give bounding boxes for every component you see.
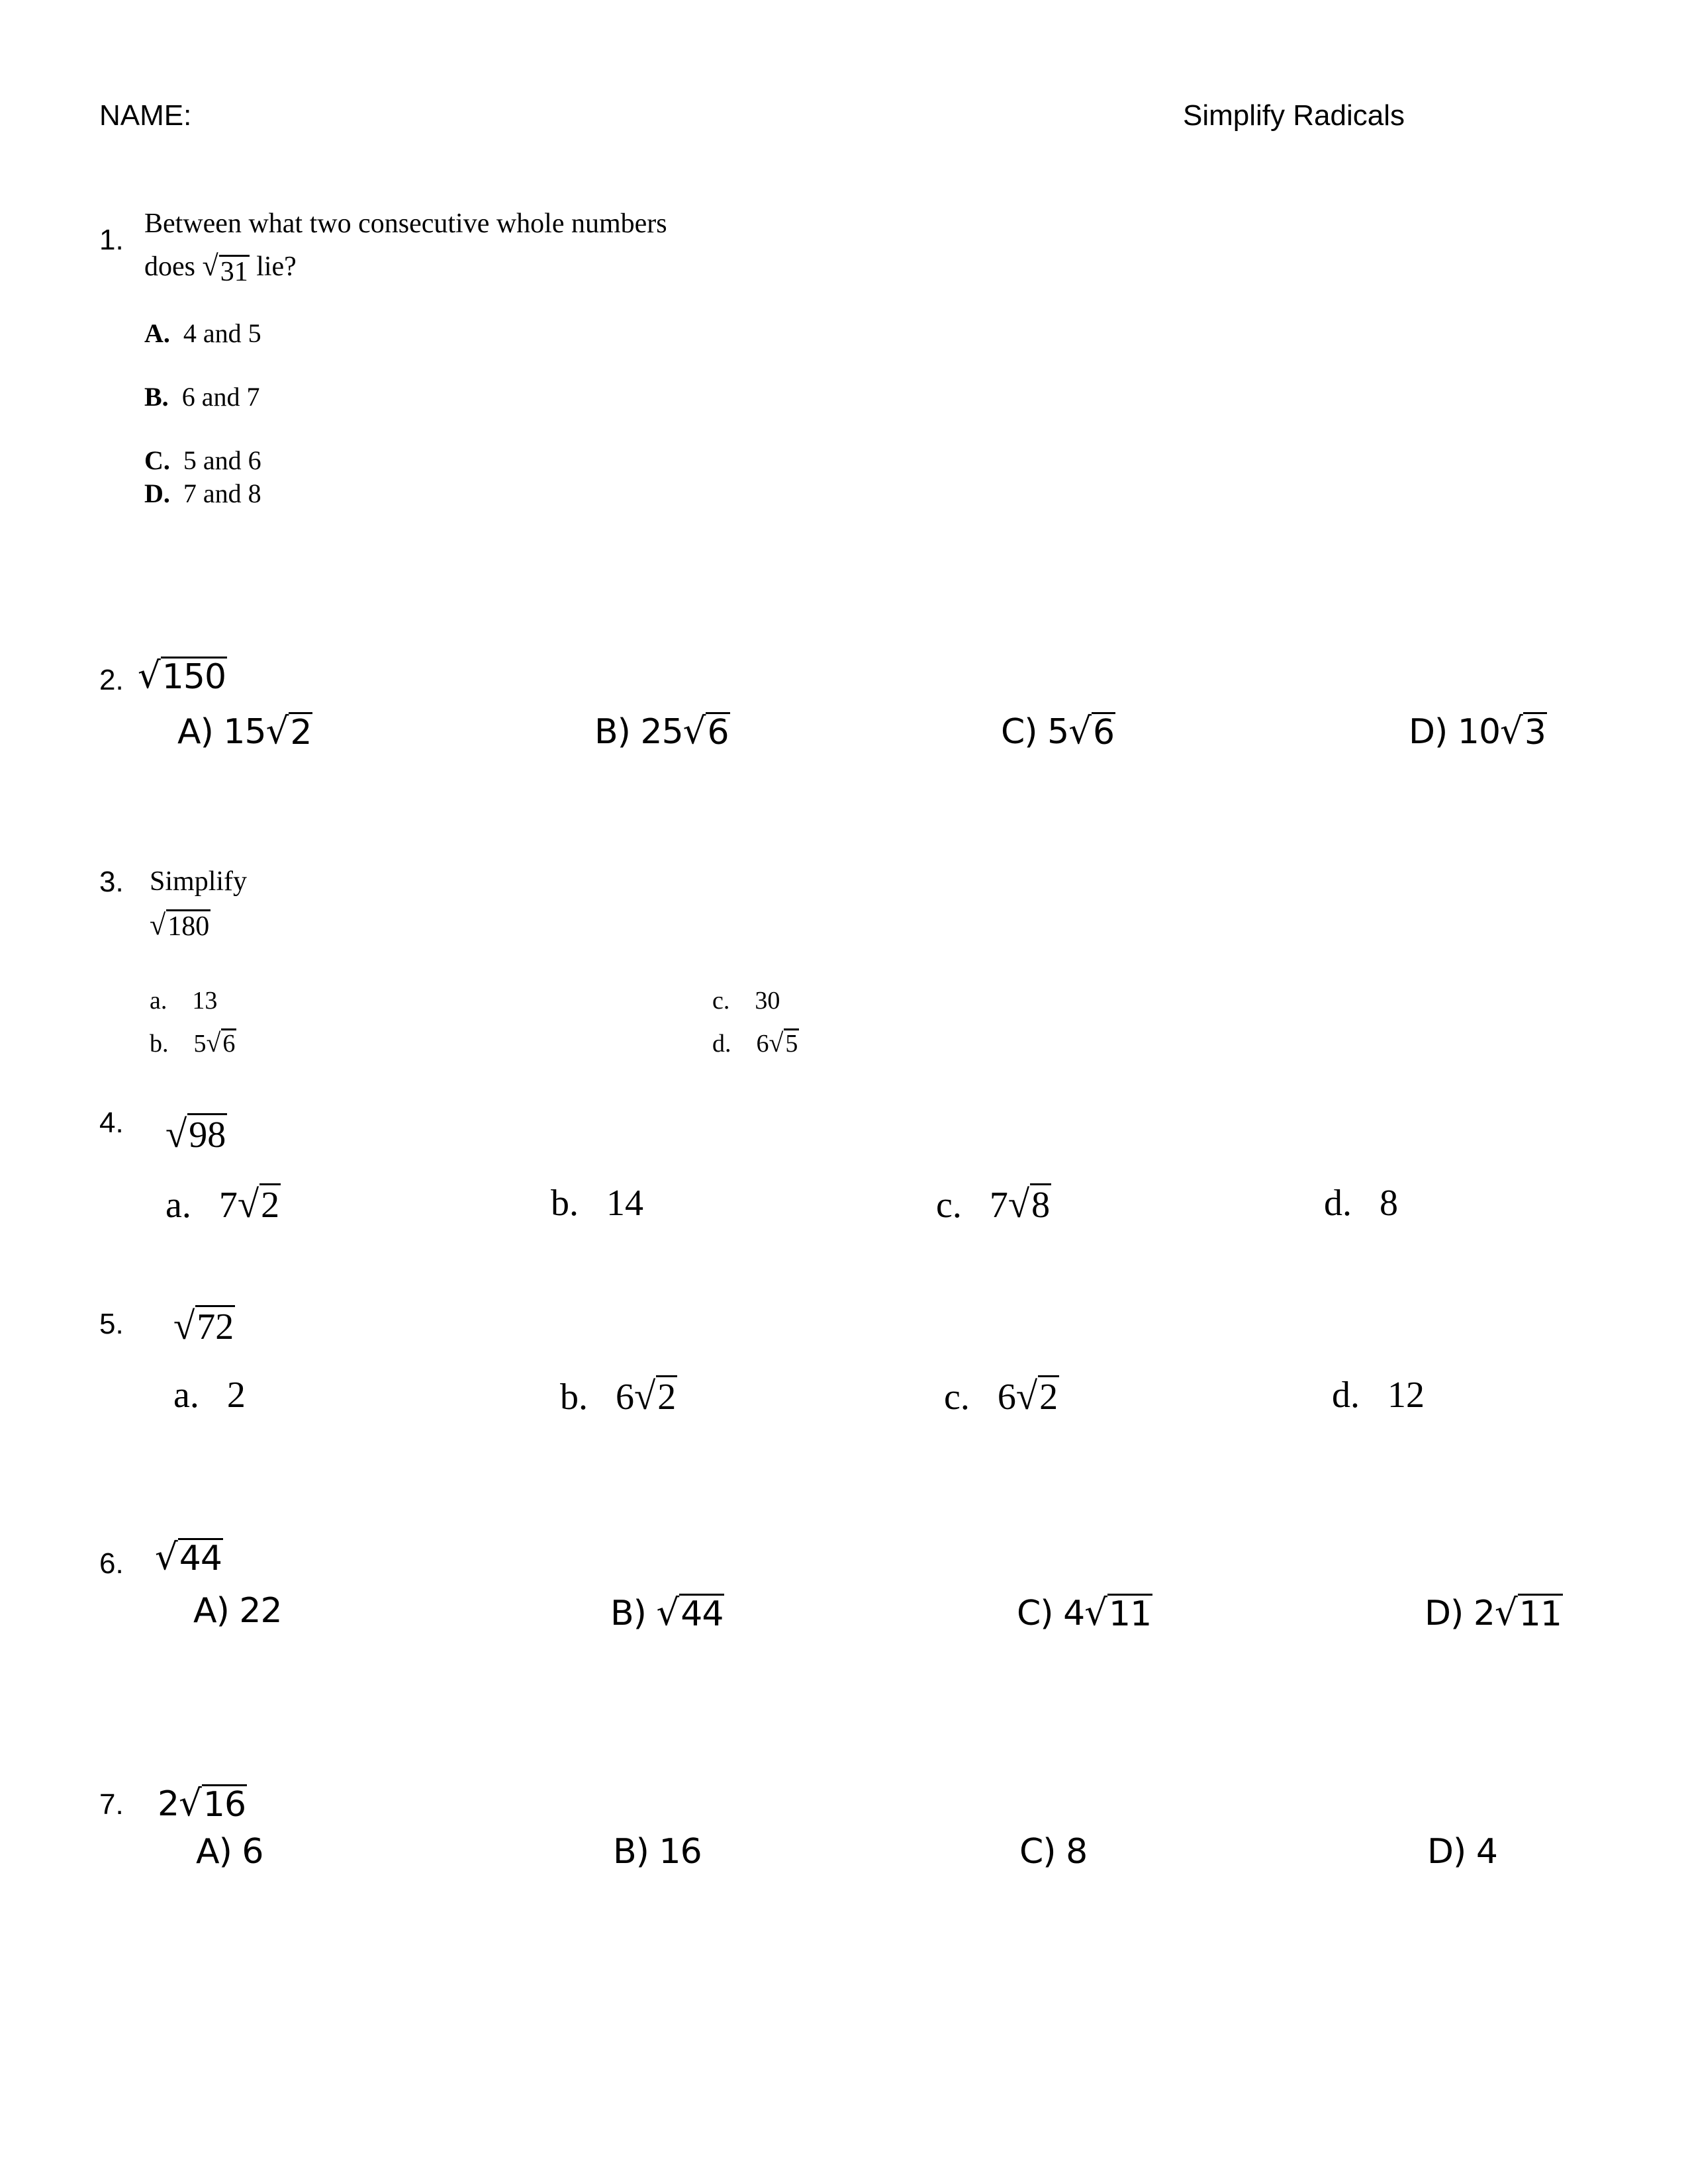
q1-radical: √ 31 — [202, 250, 248, 287]
q1-option-a[interactable]: A. 4 and 5 — [144, 318, 261, 348]
q7-option-c[interactable]: C) 8 — [1019, 1832, 1088, 1872]
q5-option-b[interactable]: b. 6 √ 2 — [560, 1375, 677, 1418]
q5-prompt: √ 72 — [173, 1304, 234, 1348]
q7-option-a[interactable]: A) 6 — [196, 1832, 263, 1872]
q2-option-c[interactable]: C) 5 √ 6 — [1001, 709, 1115, 752]
q5-number: 5. — [99, 1308, 124, 1340]
q2-option-d[interactable]: D) 10 √ 3 — [1409, 709, 1546, 752]
q2-option-a[interactable]: A) 15 √ 2 — [177, 709, 312, 752]
q7-prompt: 2 √ 16 — [158, 1782, 246, 1825]
q6-option-b[interactable]: B) √ 44 — [610, 1591, 724, 1634]
q6-number: 6. — [99, 1547, 124, 1580]
q6-option-a[interactable]: A) 22 — [193, 1591, 282, 1631]
q2-option-b[interactable]: B) 25 √ 6 — [594, 709, 729, 752]
q4-option-c[interactable]: c. 7 √ 8 — [936, 1183, 1051, 1226]
q1-option-b[interactable]: B. 6 and 7 — [144, 382, 260, 412]
q4-option-b[interactable]: b. 14 — [551, 1183, 643, 1224]
q3-option-b[interactable]: b. 5 √ 6 — [150, 1028, 236, 1058]
q6-prompt: √ 44 — [155, 1535, 222, 1578]
q4-option-a[interactable]: a. 7 √ 2 — [165, 1183, 280, 1226]
q1-option-c[interactable]: C. 5 and 6 — [144, 445, 261, 475]
q6-option-d[interactable]: D) 2 √ 11 — [1425, 1591, 1562, 1634]
q2-prompt: √ 150 — [138, 654, 226, 697]
q1-prompt-line1: Between what two consecutive whole numbers — [144, 208, 667, 239]
q1-prompt-line2: does √ 31 lie? — [144, 245, 297, 288]
q1-option-d[interactable]: D. 7 and 8 — [144, 478, 261, 508]
q5-option-c[interactable]: c. 6 √ 2 — [944, 1375, 1058, 1418]
worksheet-title: Simplify Radicals — [1183, 99, 1405, 132]
q3-radical: √ 180 — [150, 909, 210, 942]
q7-number: 7. — [99, 1788, 124, 1821]
q3-option-a[interactable]: a. 13 — [150, 987, 218, 1015]
q4-option-d[interactable]: d. 8 — [1324, 1183, 1398, 1224]
q4-number: 4. — [99, 1107, 124, 1139]
q4-prompt: √ 98 — [165, 1113, 226, 1156]
q3-number: 3. — [99, 866, 124, 898]
q5-option-a[interactable]: a. 2 — [173, 1375, 246, 1416]
name-label: NAME: — [99, 99, 192, 132]
q5-option-d[interactable]: d. 12 — [1332, 1375, 1425, 1416]
q2-number: 2. — [99, 664, 124, 696]
q3-prompt: Simplify — [150, 866, 248, 897]
q3-option-c[interactable]: c. 30 — [712, 987, 780, 1015]
q3-option-d[interactable]: d. 6 √ 5 — [712, 1028, 798, 1058]
q7-option-b[interactable]: B) 16 — [613, 1832, 702, 1872]
q6-option-c[interactable]: C) 4 √ 11 — [1017, 1591, 1152, 1634]
q1-number: 1. — [99, 224, 124, 256]
q7-option-d[interactable]: D) 4 — [1427, 1832, 1497, 1872]
